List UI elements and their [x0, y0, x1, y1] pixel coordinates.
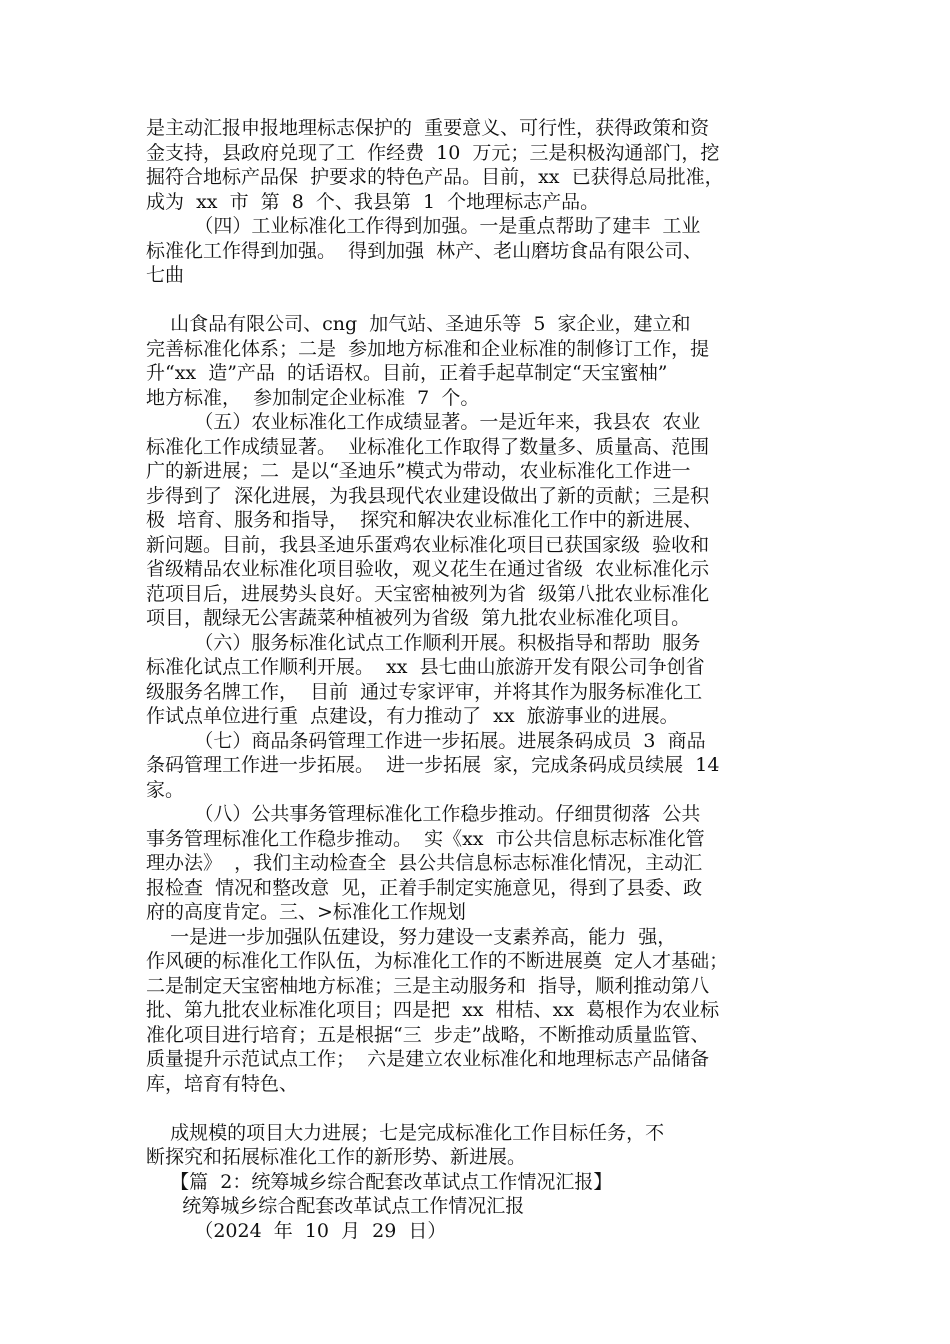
text-line: 断探究和拓展标准化工作的新形势、新进展。 [146, 1146, 527, 1168]
text-line: 广的新进展；二 是以“圣迪乐”模式为带动，农业标准化工作进一 [146, 460, 691, 482]
body-text [146, 116, 806, 1243]
text-line: 地方标准， 参加制定企业标准 7 个。 [146, 386, 480, 409]
text-line [146, 288, 806, 313]
text-line: 极 培育、服务和指导， 探究和解决农业标准化工作中的新进展、 [146, 509, 703, 531]
text-line: 准化项目进行培育；五是根据“三 步走”战略，不断推动质量监管、 [146, 1023, 710, 1046]
text-line: 二是制定天宝密柚地方标准；三是主动服务和 指导，顺利推动第八 [146, 974, 710, 997]
text-line: 府的高度肯定。三、>标准化工作规划 [146, 901, 466, 923]
text-line: 成为 xx 市 第 8 个、我县第 1 个地理标志产品。 [146, 190, 600, 213]
text-line [146, 1096, 806, 1121]
text-line: 项目，靓绿无公害蔬菜种植被列为省级 第九批农业标准化项目。 [146, 607, 691, 629]
text-line: 一是进一步加强队伍建设，努力建设一支素养高，能力 强， [146, 925, 677, 948]
text-line: 升“xx 造”产品 的话语权。目前，正着手起草制定“天宝蜜柚” [146, 362, 668, 384]
text-line: （五）农业标准化工作成绩显著。一是近年来，我县农 农业 [146, 411, 701, 433]
text-line: 新问题。目前，我县圣迪乐蛋鸡农业标准化项目已获国家级 验收和 [146, 533, 710, 556]
text-line: （六）服务标准化试点工作顺利开展。积极指导和帮助 服务 [146, 631, 701, 654]
text-line: 步得到了 深化进展，为我县现代农业建设做出了新的贡献；三是积 [146, 484, 710, 507]
text-line: （八）公共事务管理标准化工作稳步推动。仔细贯彻落 公共 [146, 803, 701, 825]
text-line: 作风硬的标准化工作队伍，为标准化工作的不断进展奠 定人才基础； [146, 950, 729, 972]
text-line: 条码管理工作进一步拓展。 进一步拓展 家，完成条码成员续展 14 [146, 754, 720, 776]
text-line: 【篇 2：统筹城乡综合配套改革试点工作情况汇报】 [146, 1170, 613, 1193]
text-line: 七曲 [146, 264, 185, 286]
text-line: 省级精品农业标准化项目验收，观义花生在通过省级 农业标准化示 [146, 558, 710, 580]
text-line: 级服务名牌工作， 目前 通过专家评审，并将其作为服务标准化工 [146, 680, 703, 703]
text-line: 山食品有限公司、cng 加气站、圣迪乐等 5 家企业，建立和 [146, 313, 691, 335]
text-line: 完善标准化体系；二是 参加地方标准和企业标准的制修订工作，提 [146, 337, 710, 360]
text-line: 家。 [146, 778, 185, 801]
text-line: 成规模的项目大力进展；七是完成标准化工作目标任务，不 [146, 1121, 665, 1144]
text-line: 标准化试点工作顺利开展。 xx 县七曲山旅游开发有限公司争创省 [146, 656, 705, 678]
text-line: （2024 年 10 月 29 日） [146, 1219, 447, 1242]
text-line: 标准化工作成绩显著。 业标准化工作取得了数量多、质量高、范围 [146, 435, 710, 458]
text-line: 标准化工作得到加强。 得到加强 林产、老山磨坊食品有限公司、 [146, 239, 703, 262]
text-line: 是主动汇报申报地理标志保护的 重要意义、可行性，获得政策和资 [146, 117, 710, 139]
text-line: 库，培育有特色、 [146, 1072, 299, 1095]
text-line: 质量提升示范试点工作； 六是建立农业标准化和地理标志产品储备 [146, 1048, 710, 1070]
text-line: （七）商品条码管理工作进一步拓展。进展条码成员 3 商品 [146, 729, 706, 752]
text-line: 事务管理标准化工作稳步推动。 实《xx 市公共信息标志标准化管 [146, 827, 705, 850]
text-line: 金支持，县政府兑现了工 作经费 10 万元；三是积极沟通部门，挖 [146, 141, 720, 164]
text-line: 批、第九批农业标准化项目；四是把 xx 柑桔、xx 葛根作为农业标 [146, 999, 720, 1021]
text-line: 掘符合地标产品保 护要求的特色产品。目前，xx 已获得总局批准， [146, 166, 724, 188]
text-line: 范项目后，进展势头良好。天宝密柚被列为省 级第八批农业标准化 [146, 582, 710, 605]
text-line: 理办法》 ，我们主动检查全 县公共信息标志标准化情况，主动汇 [146, 852, 703, 874]
text-line: （四）工业标准化工作得到加强。一是重点帮助了建丰 工业 [146, 215, 701, 237]
text-line: 统筹城乡综合配套改革试点工作情况汇报 [146, 1195, 525, 1217]
text-line: 作试点单位进行重 点建设，有力推动了 xx 旅游事业的进展。 [146, 705, 679, 727]
text-line: 报检查 情况和整改意 见，正着手制定实施意见，得到了县委、政 [146, 876, 703, 899]
